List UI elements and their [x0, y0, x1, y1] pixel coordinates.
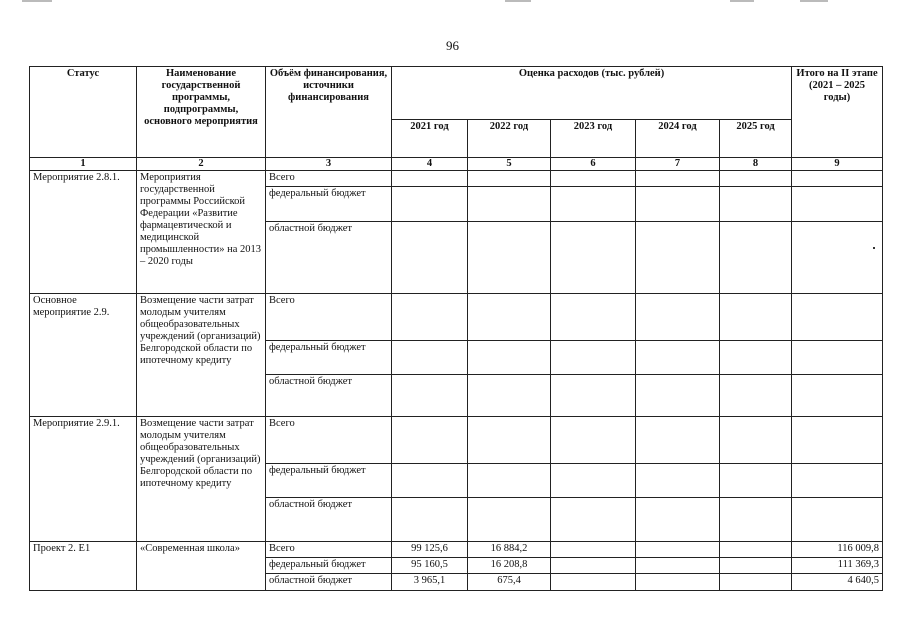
header-status: Статус	[30, 67, 137, 158]
table-row	[30, 542, 883, 558]
funding-source-regional: областной бюджет	[266, 375, 392, 417]
funding-source-federal: федеральный бюджет	[266, 464, 392, 498]
table-row	[30, 171, 883, 187]
funding-source-federal: федеральный бюджет	[266, 558, 392, 574]
column-number: 6	[551, 158, 636, 171]
table-row	[30, 294, 883, 341]
total-cell: 4 640,5	[792, 574, 883, 591]
header-funding-sources: Объём финансирования, источники финансирования	[266, 67, 392, 158]
column-number: 9	[792, 158, 883, 171]
funding-source-all: Всего	[266, 417, 392, 464]
header-program-name: Наименование государственной программы, подпрограммы, основного мероприятия	[137, 67, 266, 158]
column-number: 7	[636, 158, 720, 171]
funding-source-all: Всего	[266, 294, 392, 341]
column-number-row	[30, 158, 883, 171]
row-status: Основное мероприятие 2.9.	[30, 294, 137, 417]
funding-source-regional: областной бюджет	[266, 574, 392, 591]
value-cell: 675,4	[468, 574, 551, 591]
funding-source-all: Всего	[266, 171, 392, 187]
column-number: 2	[137, 158, 266, 171]
page-number: 96	[446, 38, 459, 53]
row-program-name: «Современная школа»	[137, 542, 266, 591]
row-status: Проект 2. E1	[30, 542, 137, 591]
scan-edge-mark	[505, 0, 531, 2]
total-cell: 111 369,3	[792, 558, 883, 574]
header-year: 2023 год	[551, 120, 636, 158]
row-program-name: Мероприятия государственной программы Российской Федерации «Развитие фармацевтической и медицинской промышленности» на 2013 – 2020 годы	[137, 171, 266, 294]
value-cell: 99 125,6	[392, 542, 468, 558]
header-stage-total: Итого на II этапе (2021 – 2025 годы)	[792, 67, 883, 158]
column-number: 1	[30, 158, 137, 171]
funding-source-regional: областной бюджет	[266, 222, 392, 294]
total-cell: 116 009,8	[792, 542, 883, 558]
header-expense-estimate: Оценка расходов (тыс. рублей)	[392, 67, 792, 120]
funding-source-federal: федеральный бюджет	[266, 187, 392, 222]
funding-source-all: Всего	[266, 542, 392, 558]
header-year: 2024 год	[636, 120, 720, 158]
scan-edge-mark	[22, 0, 52, 2]
scan-edge-mark	[800, 0, 828, 2]
financing-table	[29, 66, 883, 591]
column-number: 3	[266, 158, 392, 171]
column-number: 4	[392, 158, 468, 171]
header-year: 2025 год	[720, 120, 792, 158]
value-cell: 3 965,1	[392, 574, 468, 591]
funding-source-federal: федеральный бюджет	[266, 341, 392, 375]
row-status: Мероприятие 2.8.1.	[30, 171, 137, 294]
header-year: 2022 год	[468, 120, 551, 158]
value-cell: 16 884,2	[468, 542, 551, 558]
table-row	[30, 417, 883, 464]
value-cell: 95 160,5	[392, 558, 468, 574]
scan-dot	[873, 247, 875, 249]
header-year: 2021 год	[392, 120, 468, 158]
header-row	[30, 67, 883, 120]
column-number: 5	[468, 158, 551, 171]
funding-source-regional: областной бюджет	[266, 498, 392, 542]
value-cell: 16 208,8	[468, 558, 551, 574]
scan-edge-mark	[730, 0, 754, 2]
row-status: Мероприятие 2.9.1.	[30, 417, 137, 542]
row-program-name: Возмещение части затрат молодым учителям общеобразовательных учреждений (организаций) Белгородской области по ипотечному кредиту	[137, 294, 266, 417]
column-number: 8	[720, 158, 792, 171]
row-program-name: Возмещение части затрат молодым учителям общеобразовательных учреждений (организаций) Белгородской области по ипотечному кредиту	[137, 417, 266, 542]
